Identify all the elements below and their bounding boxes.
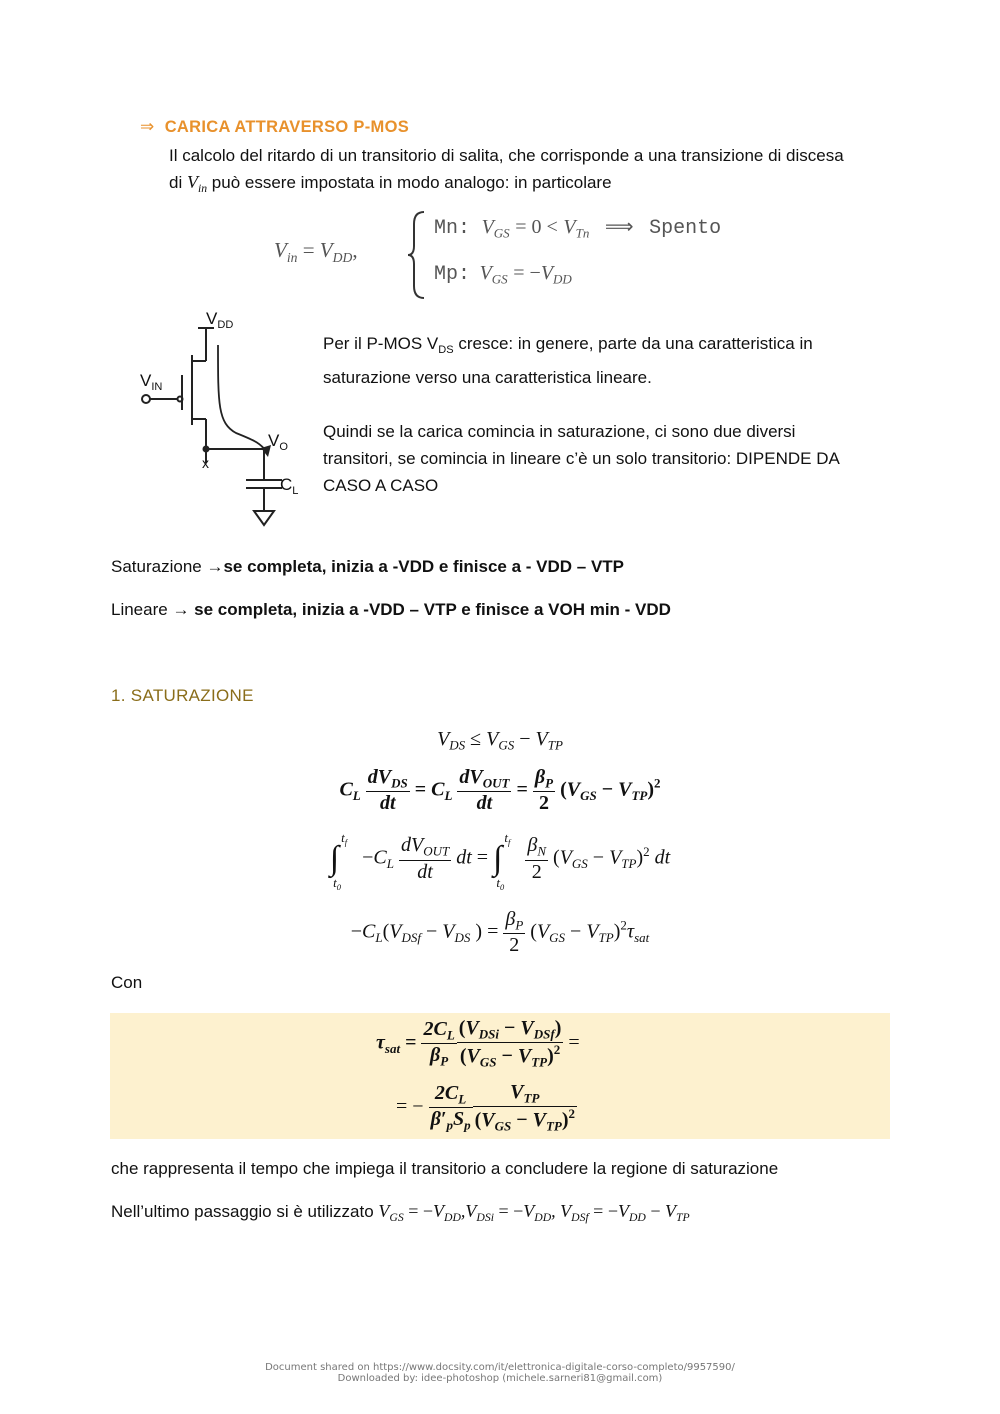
tau-line-2: = − $\frac{2C_L}{\beta'_pS_p}$ $\frac{V_{TP}}{(V_{GS} - V_{TP})^2}$	[396, 1081, 576, 1134]
side-line-1: Per il P-MOS $V_{DS}$ cresce: in genere, parte da una caratteristica in	[323, 334, 813, 356]
side-line-4: transitori, se comincia in lineare c’è un solo transitorio: DIPENDE DA	[323, 448, 840, 468]
after-line-2: Nell’ultimo passaggio si è utilizzato $V_{GS} = -V_{DD},V_{DSi} = -V_{DD}$, $V_{DSf} = -V_{DD} - V_{TP}$	[111, 1201, 690, 1225]
saturation-section-title: 1. SATURAZIONE	[111, 686, 254, 705]
side-paragraph	[323, 330, 883, 499]
intro-line-1: Il calcolo del ritardo di un transitorio di salita, che corrisponde a una transizione di discesa	[169, 146, 844, 165]
pmos-circuit-diagram	[134, 309, 314, 535]
vo-label: $V_O$	[268, 431, 288, 453]
vdd-label: $V_{DD}$	[206, 309, 234, 331]
tau-line-1: $\tau_{sat}$ = $\frac{2C_L}{\beta_P}$ $\frac{(V_{DSi} - V_{DSf})}{(V_{GS} - V_{TP})^2}$ =	[376, 1017, 580, 1070]
footer	[0, 1362, 1000, 1384]
cl-label: $C_L$	[280, 475, 299, 497]
side-line-5: CASO A CASO	[323, 475, 439, 495]
linear-line: Lineare → se completa, inizia a -VDD – VTP e finisce a VOH min - VDD	[111, 600, 671, 619]
section-heading	[140, 117, 409, 137]
con-label: Con	[111, 973, 143, 992]
intro-paragraph	[169, 142, 909, 202]
equation-3: ∫ $t_f$ $t_0$ $-C_L$ $\frac{dV_{OUT}}{dt}$ dt = ∫ $t_f$ $t_0$ $\frac{\beta_N}{2}$ $(V_{GS} - V_{TP})^2$ dt	[329, 830, 671, 892]
side-line-2: saturazione verso una caratteristica lineare.	[323, 367, 652, 387]
brace-icon	[406, 210, 428, 300]
after-line-1: che rappresenta il tempo che impiega il transitorio a concludere la regione di saturazione	[111, 1159, 779, 1178]
equation-1: $V_{DS} \le V_{GS} - V_{TP}$	[437, 728, 563, 753]
equation-2: $C_L$ $\frac{dV_{DS}}{dt}$ = $C_L$ $\frac{dV_{OUT}}{dt}$ = $\frac{\beta_P}{2}$ $(V_{GS} - V_{TP})^2$	[339, 766, 661, 815]
implies-arrow-icon: ⇒	[140, 117, 155, 136]
x-mark: x	[202, 455, 209, 471]
mn-condition: Mn: $V_{GS} = 0 < V_{Tn}$ ⟹ Spento	[434, 216, 722, 241]
saturation-line: Saturazione →se completa, inizia a -VDD e finisce a - VDD – VTP	[111, 557, 625, 576]
vin-label: $V_{IN}$	[140, 371, 163, 393]
circuit-drawing	[134, 315, 314, 535]
mp-condition: Mp: $V_{GS} = -V_{DD}$	[434, 262, 572, 287]
tau-sat-box	[110, 1013, 890, 1139]
condition-equation	[274, 206, 794, 300]
intro-line-2: di $V_{in}$ può essere impostata in modo analogo: in particolare	[169, 172, 612, 196]
side-line-3: Quindi se la carica comincia in saturazione, ci sono due diversi	[323, 421, 796, 441]
equation-4: $-C_L(V_{DSf} - V_{DS}$ ) = $\frac{\beta_P}{2}$ $(V_{GS} - V_{TP})^2\tau_{sat}$	[350, 908, 650, 957]
section-title: CARICA ATTRAVERSO P-MOS	[164, 118, 410, 136]
footer-downloaded-line: Downloaded by: idee-photoshop (michele.sarneri81@gmail.com)	[337, 1373, 663, 1384]
footer-shared-line: Document shared on https://www.docsity.com/it/elettronica-digitale-corso-completo/9957590/	[265, 1362, 735, 1373]
vin-equals-vdd: $V_{in} = V_{DD}$,	[274, 238, 358, 265]
